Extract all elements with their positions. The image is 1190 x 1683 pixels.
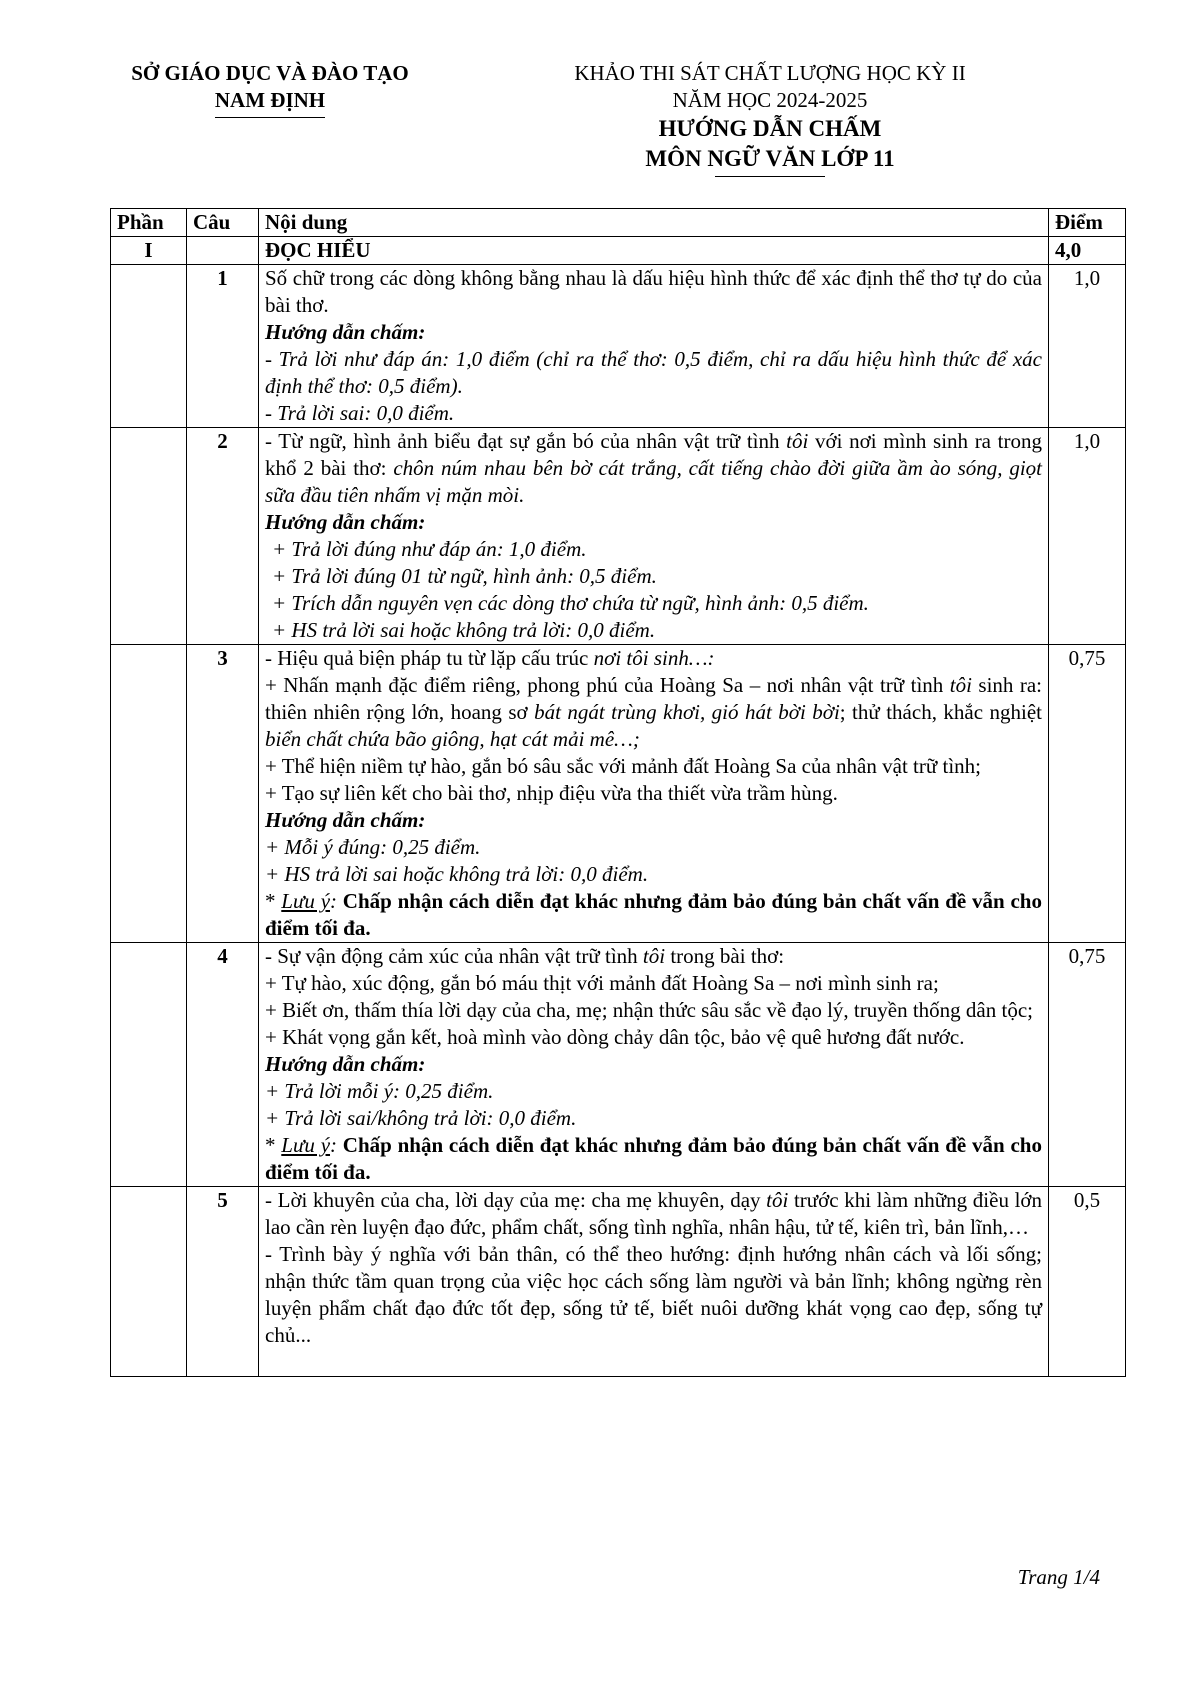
guide-item: + Trả lời mỗi ý: 0,25 điểm.	[265, 1079, 494, 1103]
department-line2: NAM ĐỊNH	[214, 88, 326, 112]
guide-item: - Trả lời sai: 0,0 điểm.	[265, 401, 455, 425]
table-row	[111, 943, 1126, 1187]
department-header	[100, 60, 440, 118]
department-underline	[215, 117, 325, 118]
answer-text-part: - Hiệu quả biện pháp tu từ lặp cấu trúc	[265, 646, 594, 670]
exam-line1: KHẢO THI SÁT CHẤT LƯỢNG HỌC KỲ II	[574, 61, 966, 85]
answer-quote: bát ngát trùng khơi, gió hát bời bời	[534, 700, 840, 724]
answer-emphasis: tôi	[786, 429, 809, 453]
question-number: 4	[187, 943, 259, 1187]
answer-point: - Trình bày ý nghĩa với bản thân, có thể theo hướng: định hướng nhân cách và lối sống; nhận thức tầm quan trọng của việc học cách sống làm người và bản lĩnh; không ngừng rèn luyện phẩm chất đạo đức tốt đẹp, sống tử tế, biết nuôi dưỡng khát vọng cao đẹp, sống tự chủ...	[265, 1242, 1042, 1347]
question-points: 0,75	[1049, 943, 1126, 1187]
col-part-header: Phần	[111, 209, 187, 237]
answer-text-part: - Lời khuyên của cha, lời dạy của mẹ: cha mẹ khuyên, dạy	[265, 1188, 767, 1212]
section-points: 4,0	[1049, 237, 1126, 265]
answer-point: + Tạo sự liên kết cho bài thơ, nhịp điệu vừa tha thiết vừa trầm hùng.	[265, 781, 838, 805]
section-part: I	[111, 237, 187, 265]
guide-label: Hướng dẫn chấm:	[265, 1052, 426, 1076]
answer-emphasis: tôi	[949, 673, 972, 697]
part-cell	[111, 943, 187, 1187]
part-cell	[111, 428, 187, 645]
answer-text-part: sinh ra: thiên nhiên rộng lớn, hoang sơ	[265, 673, 1043, 724]
note: * Lưu ý: Chấp nhận cách diễn đạt khác nhưng đảm bảo đúng bản chất vấn đề vẫn cho điểm tối đa.	[265, 1133, 1042, 1184]
answer-point: + Tự hào, xúc động, gắn bó máu thịt với mảnh đất Hoàng Sa – nơi mình sinh ra;	[265, 971, 939, 995]
answer-intro	[265, 645, 1042, 672]
section-question-empty	[187, 237, 259, 265]
table-row	[111, 645, 1126, 943]
question-content	[259, 943, 1049, 1187]
table-row	[111, 428, 1126, 645]
guide-label: Hướng dẫn chấm:	[265, 510, 426, 534]
part-cell	[111, 265, 187, 428]
page-number: Trang 1/4	[1017, 1565, 1100, 1589]
answer-point	[265, 672, 1042, 753]
section-title: ĐỌC HIỂU	[259, 237, 1049, 265]
answer-point	[265, 1187, 1042, 1241]
note: * Lưu ý: Chấp nhận cách diễn đạt khác nhưng đảm bảo đúng bản chất vấn đề vẫn cho điểm tối đa.	[265, 889, 1042, 940]
answer-text: Số chữ trong các dòng không bằng nhau là dấu hiệu hình thức để xác định thể thơ tự do của bài thơ.	[265, 266, 1042, 317]
question-number: 1	[187, 265, 259, 428]
guide-item: + Trích dẫn nguyên vẹn các dòng thơ chứa từ ngữ, hình ảnh: 0,5 điểm.	[272, 591, 869, 615]
department-line1: SỞ GIÁO DỤC VÀ ĐÀO TẠO	[131, 61, 409, 85]
answer-intro	[265, 943, 1042, 970]
part-cell	[111, 645, 187, 943]
answer-quote: biển chất chứa bão giông, hạt cát mải mê…;	[265, 727, 640, 751]
guide-item: - Trả lời như đáp án: 1,0 điểm (chỉ ra thể thơ: 0,5 điểm, chỉ ra dấu hiệu hình thức để xác định thể thơ: 0,5 điểm).	[265, 347, 1042, 398]
answer-text-part: trước khi làm những điều lớn lao cần rèn luyện đạo đức, phẩm chất, sống tình nghĩa, nhân hậu, tử tế, kiên trì, bản lĩnh,…	[265, 1188, 1043, 1239]
note-label: Lưu ý	[281, 1133, 331, 1157]
guide-item: + Mỗi ý đúng: 0,25 điểm.	[265, 835, 481, 859]
col-content-header: Nội dung	[259, 209, 1049, 237]
answer-point: + Biết ơn, thấm thía lời dạy của cha, mẹ; nhận thức sâu sắc về đạo lý, truyền thống dân tộc;	[265, 998, 1033, 1022]
subject-underline	[715, 176, 825, 177]
document-title: HƯỚNG DẪN CHẤM	[658, 116, 882, 141]
answer-text-part: - Từ ngữ, hình ảnh biểu đạt sự gắn bó của nhân vật trữ tình	[265, 429, 787, 453]
question-content	[259, 428, 1049, 645]
question-number: 2	[187, 428, 259, 645]
answer-emphasis: tôi	[642, 944, 666, 968]
question-content	[259, 265, 1049, 428]
answer-quote: chôn núm nhau bên bờ cát trắng, cất tiếng chào đời giữa ầm ào sóng, giọt sữa đầu tiên nhấm vị mặn mòi.	[265, 456, 1043, 507]
guide-item: + Trả lời đúng 01 từ ngữ, hình ảnh: 0,5 điểm.	[272, 564, 657, 588]
answer-emphasis: tôi	[766, 1188, 789, 1212]
question-points: 0,75	[1049, 645, 1126, 943]
question-points: 1,0	[1049, 265, 1126, 428]
col-points-header: Điểm	[1049, 209, 1126, 237]
col-question-header: Câu	[187, 209, 259, 237]
answer-text	[265, 428, 1042, 509]
guide-label: Hướng dẫn chấm:	[265, 320, 426, 344]
table-header-row	[111, 209, 1126, 237]
guide-label: Hướng dẫn chấm:	[265, 808, 426, 832]
answer-text-part: ; thử thách, khắc nghiệt	[839, 700, 1042, 724]
answer-point: + Thể hiện niềm tự hào, gắn bó sâu sắc với mảnh đất Hoàng Sa của nhân vật trữ tình;	[265, 754, 981, 778]
guide-item: + Trả lời đúng như đáp án: 1,0 điểm.	[272, 537, 587, 561]
document-subject: MÔN NGỮ VĂN LỚP 11	[645, 146, 895, 171]
question-content	[259, 1187, 1049, 1377]
table-row	[111, 265, 1126, 428]
answer-text-part: trong bài thơ:	[665, 944, 785, 968]
note-text: Chấp nhận cách diễn đạt khác nhưng đảm bảo đúng bản chất vấn đề vẫn cho điểm tối đa.	[265, 889, 1042, 940]
answer-point: + Khát vọng gắn kết, hoà mình vào dòng chảy dân tộc, bảo vệ quê hương đất nước.	[265, 1025, 965, 1049]
exam-line2: NĂM HỌC 2024-2025	[672, 88, 868, 112]
section-row	[111, 237, 1126, 265]
question-points: 0,5	[1049, 1187, 1126, 1377]
answer-text-part: + Nhấn mạnh đặc điểm riêng, phong phú của Hoàng Sa – nơi nhân vật trữ tình	[265, 673, 950, 697]
question-number: 5	[187, 1187, 259, 1377]
guide-item: + HS trả lời sai hoặc không trả lời: 0,0 điểm.	[265, 862, 649, 886]
answer-text-part: với nơi mình sinh ra trong khổ 2 bài thơ:	[265, 429, 1042, 480]
guide-item: + HS trả lời sai hoặc không trả lời: 0,0 điểm.	[272, 618, 656, 642]
grading-table	[110, 208, 1126, 1377]
question-number: 3	[187, 645, 259, 943]
answer-text-part: - Sự vận động cảm xúc của nhân vật trữ tình	[265, 944, 643, 968]
note-text: Chấp nhận cách diễn đạt khác nhưng đảm bảo đúng bản chất vấn đề vẫn cho điểm tối đa.	[265, 1133, 1042, 1184]
part-cell	[111, 1187, 187, 1377]
table-row	[111, 1187, 1126, 1377]
answer-quote: nơi tôi sinh…:	[593, 646, 715, 670]
question-points: 1,0	[1049, 428, 1126, 645]
guide-item: + Trả lời sai/không trả lời: 0,0 điểm.	[265, 1106, 577, 1130]
question-content	[259, 645, 1049, 943]
exam-header	[470, 60, 1070, 177]
note-label: Lưu ý	[281, 889, 331, 913]
